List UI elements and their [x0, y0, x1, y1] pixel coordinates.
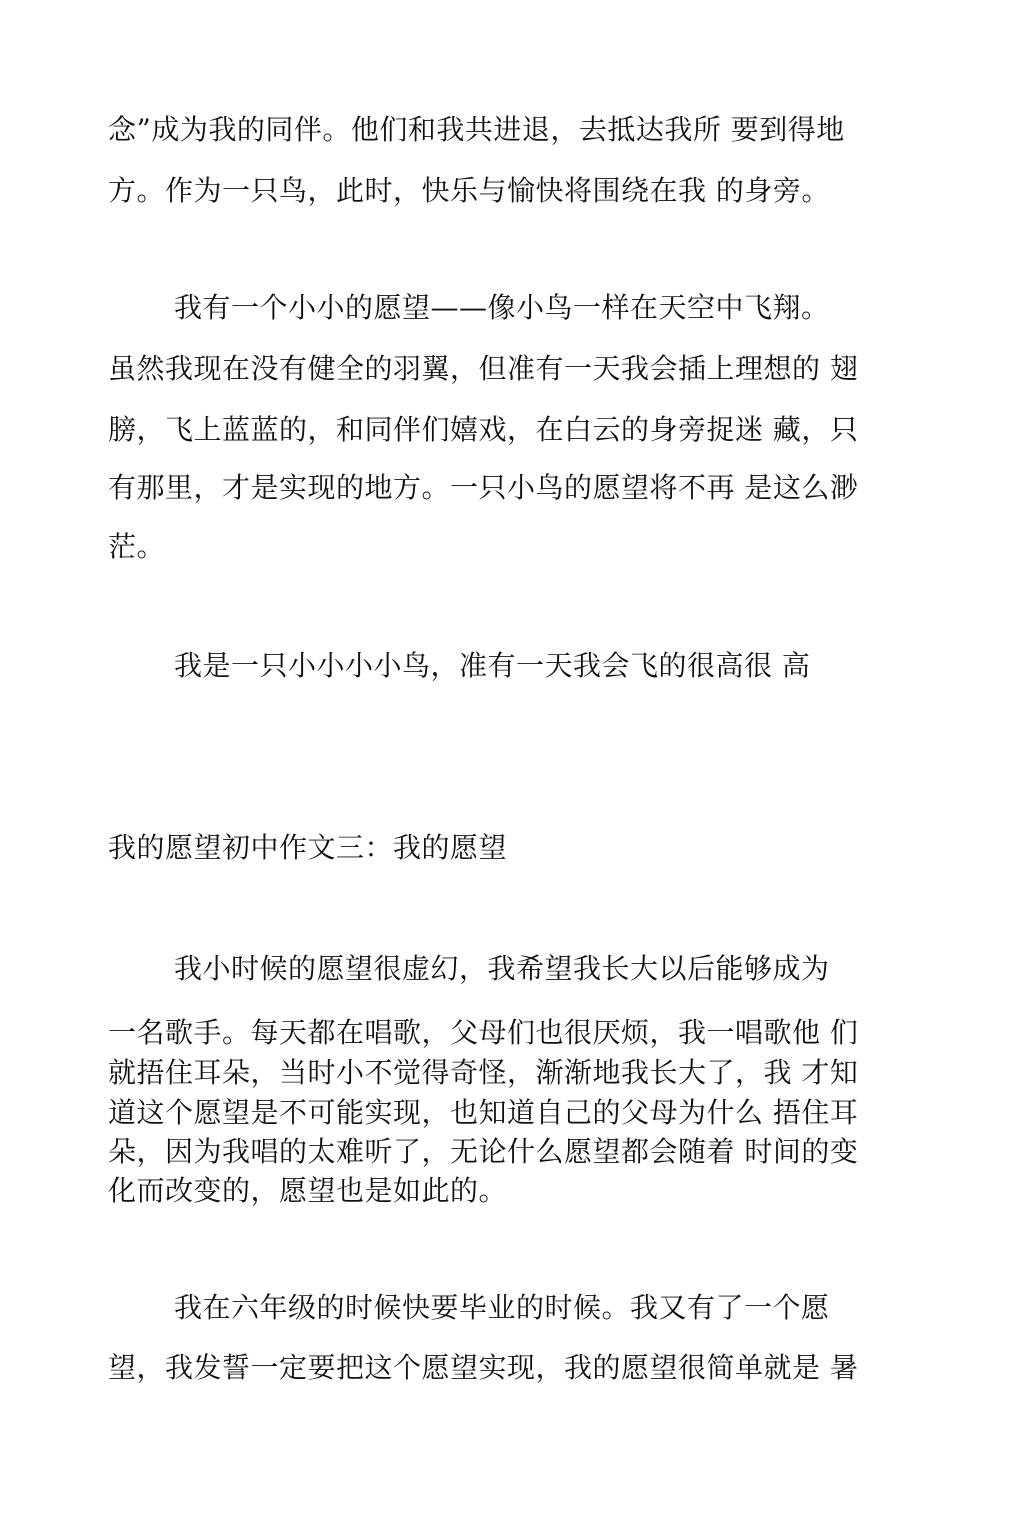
text-line: 方。作为一只鸟，此时，快乐与愉快将围绕在我 的身旁。: [108, 174, 830, 207]
text-line: 道这个愿望是不可能实现，也知道自己的父母为什么 捂住耳: [108, 1096, 859, 1129]
text-line: 化而改变的，愿望也是如此的。: [108, 1174, 508, 1207]
section-heading: 我的愿望初中作文三：我的愿望: [108, 831, 508, 864]
text-line: 我在六年级的时候快要毕业的时候。我又有了一个愿: [174, 1291, 830, 1324]
text-line: 我小时候的愿望很虚幻，我希望我长大以后能够成为: [174, 952, 830, 985]
text-line: 有那里，才是实现的地方。一只小鸟的愿望将不再 是这么渺: [108, 471, 859, 504]
text-line: 虽然我现在没有健全的羽翼，但准有一天我会插上理想的 翅: [108, 352, 859, 385]
text-line: 我有一个小小的愿望——像小鸟一样在天空中飞翔。: [174, 291, 830, 324]
text-line: 一名歌手。每天都在唱歌，父母们也很厌烦，我一唱歌他 们: [108, 1016, 859, 1049]
text-line: 望，我发誓一定要把这个愿望实现，我的愿望很简单就是 暑: [108, 1351, 859, 1384]
text-line: 朵，因为我唱的太难听了，无论什么愿望都会随着 时间的变: [108, 1135, 859, 1168]
text-line: 就捂住耳朵，当时小不觉得奇怪，渐渐地我长大了，我 才知: [108, 1056, 859, 1089]
text-line: 念”成为我的同伴。他们和我共进退，去抵达我所 要到得地: [108, 113, 845, 146]
text-line: 茫。: [108, 530, 166, 563]
text-line: 我是一只小小小小鸟，准有一天我会飞的很高很 高: [174, 649, 811, 682]
text-line: 膀，飞上蓝蓝的，和同伴们嬉戏，在白云的身旁捉迷 藏，只: [108, 413, 859, 446]
